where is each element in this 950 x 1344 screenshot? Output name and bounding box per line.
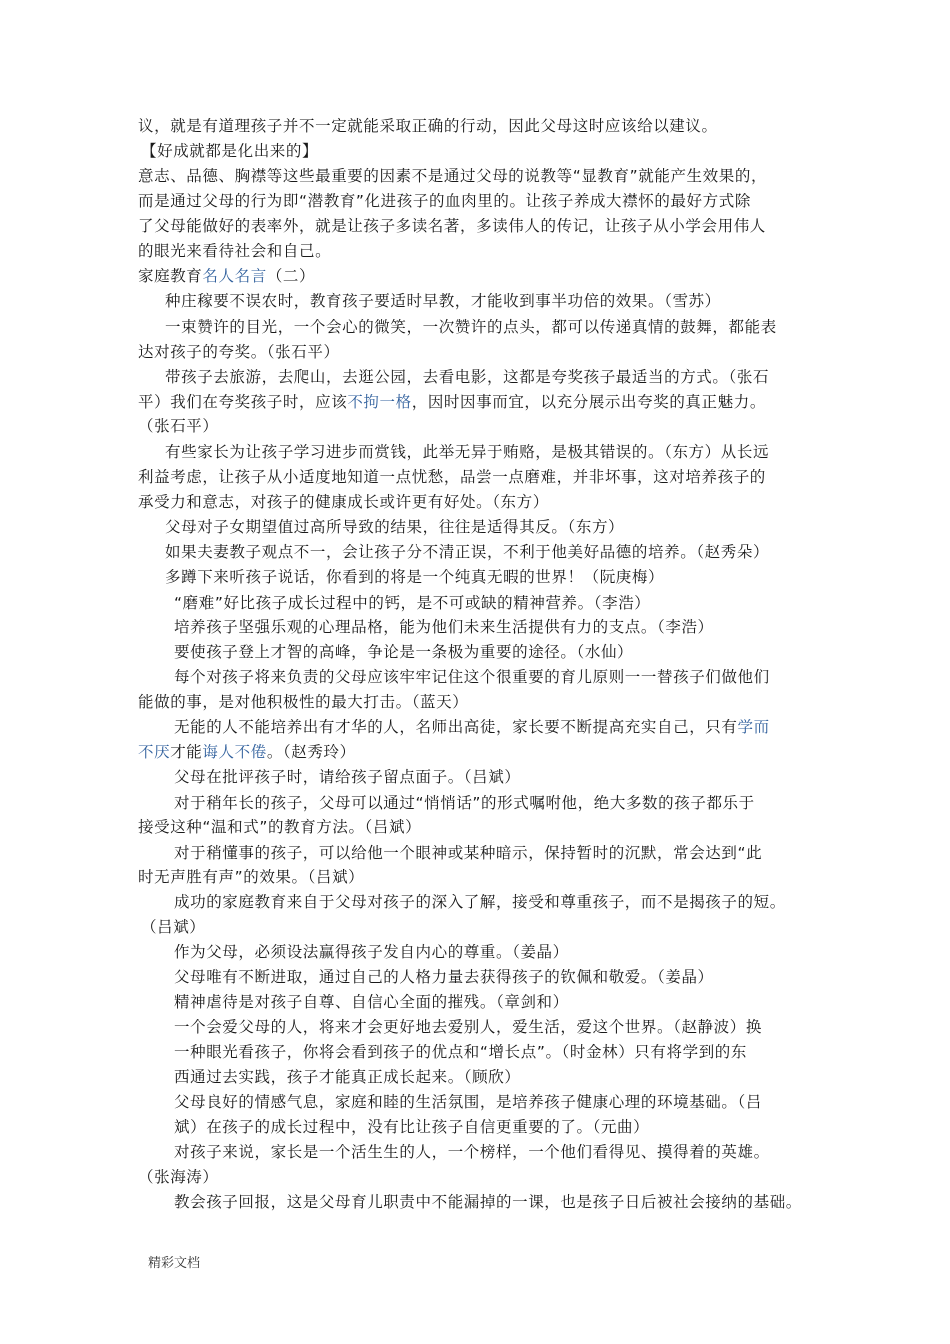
quote-line: 作为父母，必须设法赢得孩子发自内心的尊重。（姜晶） — [174, 943, 569, 961]
famous-quotes-link[interactable]: 名人名言 — [202, 267, 267, 285]
quote-line: 每个对孩子将来负责的父母应该牢牢记住这个很重要的育儿原则一一替孩子们做他们 — [174, 668, 770, 686]
quote-line: 要使孩子登上才智的高峰，争论是一条极为重要的途径。（水仙） — [174, 643, 634, 661]
quote-line: 一种眼光看孩子，你将会看到孩子的优点和“增长点”。（时金林）只有将学到的东 — [174, 1043, 748, 1061]
quote-line: 接受这种“温和式”的教育方法。（吕斌） — [138, 818, 422, 836]
quotes-title — [138, 266, 315, 286]
quote-line: 能做的事，是对他积极性的最大打击。（蓝天） — [138, 693, 469, 711]
idiom-link[interactable]: 诲人不倦 — [202, 743, 267, 761]
quotes-title-prefix: 家庭教育 — [138, 267, 203, 285]
body-line: 的眼光来看待社会和自己。 — [138, 242, 332, 260]
quote-line: 西通过去实践，孩子才能真正成长起来。（顾欣） — [174, 1068, 521, 1086]
idiom-link[interactable]: 不厌 — [138, 743, 171, 761]
body-line: 意志、品德、胸襟等这些最重要的因素不是通过父母的说教等“显教育”就能产生效果的， — [138, 167, 768, 185]
quote-text: 才能 — [170, 743, 203, 761]
quote-line: 如果夫妻教子观点不一，会让孩子分不清正误，不利于他美好品德的培养。（赵秀朵） — [165, 543, 770, 561]
quote-line: 多蹲下来听孩子说话，你看到的将是一个纯真无暇的世界！（阮庚梅） — [165, 568, 665, 586]
quote-line: 时无声胜有声”的效果。（吕斌） — [138, 868, 365, 886]
quote-line — [138, 392, 766, 412]
quote-line: （张石平） — [138, 417, 219, 435]
quote-line: 父母对子女期望值过高所导致的结果，往往是适得其反。（东方） — [165, 518, 625, 536]
quote-line: 一束赞许的目光，一个会心的微笑，一次赞许的点头，都可以传递真情的鼓舞，都能表 — [165, 318, 777, 336]
body-line: 了父母能做好的表率外，就是让孩子多读名著，多读伟人的传记，让孩子从小学会用伟人 — [138, 217, 766, 235]
quotes-title-suffix: （二） — [266, 267, 316, 285]
idiom-link[interactable]: 学而 — [737, 718, 770, 736]
section-heading: 【好成就都是化出来的】 — [141, 142, 319, 160]
quote-line: 有些家长为让孩子学习进步而赏钱，此举无异于贿赂，是极其错误的。（东方）从长远 — [165, 443, 770, 461]
quote-line: （吕斌） — [141, 918, 206, 936]
quote-line: 教会孩子回报，这是父母育儿职责中不能漏掉的一课，也是孩子日后被社会接纳的基础。 — [174, 1193, 802, 1211]
quote-line: 培养孩子坚强乐观的心理品格，能为他们未来生活提供有力的支点。（李浩） — [174, 618, 714, 636]
footer-label: 精彩文档 — [148, 1256, 201, 1271]
quote-line: 父母在批评孩子时，请给孩子留点面子。（吕斌） — [174, 768, 521, 786]
quote-line: 利益考虑，让孩子从小适度地知道一点忧愁，品尝一点磨难，并非坏事，这对培养孩子的 — [138, 468, 766, 486]
quote-line: 对孩子来说，家长是一个活生生的人，一个榜样，一个他们看得见、摸得着的英雄。 — [174, 1143, 770, 1161]
idiom-link[interactable]: 不拘一格 — [347, 393, 412, 411]
quote-line: 精神虐待是对孩子自尊、自信心全面的摧残。（章剑和） — [174, 993, 569, 1011]
quote-text: ，因时因事而宜，以充分展示出夸奖的真正魅力。 — [411, 393, 766, 411]
quote-line: 一个会爱父母的人，将来才会更好地去爱别人，爱生活，爱这个世界。（赵静波）换 — [174, 1018, 762, 1036]
quote-line: “磨难”好比孩子成长过程中的钙，是不可或缺的精神营养。（李浩） — [174, 594, 651, 612]
quote-text: 平）我们在夸奖孩子时，应该 — [138, 393, 348, 411]
quote-line: （张海涛） — [138, 1168, 219, 1186]
quote-line: 承受力和意志，对孩子的健康成长或许更有好处。（东方） — [138, 493, 549, 511]
quote-text: 无能的人不能培养出有才华的人，名师出高徒，家长要不断提高充实自己，只有 — [174, 718, 738, 736]
body-line: 而是通过父母的行为即“潜教育”化进孩子的血肉里的。让孩子养成大襟怀的最好方式除 — [138, 192, 751, 210]
quote-line: 对于稍年长的孩子，父母可以通过“悄悄话”的形式嘱咐他，绝大多数的孩子都乐于 — [174, 794, 755, 812]
quote-line: 成功的家庭教育来自于父母对孩子的深入了解，接受和尊重孩子，而不是揭孩子的短。 — [174, 893, 786, 911]
quote-line: 达对孩子的夸奖。（张石平） — [138, 343, 340, 361]
quote-line: 对于稍懂事的孩子，可以给他一个眼神或某种暗示，保持暂时的沉默，常会达到“此 — [174, 844, 763, 862]
quote-line: 带孩子去旅游，去爬山，去逛公园，去看电影，这都是夸奖孩子最适当的方式。（张石 — [165, 368, 770, 386]
quote-line — [138, 742, 356, 762]
quote-line — [174, 717, 770, 737]
quote-line: 父母唯有不断进取，通过自己的人格力量去获得孩子的钦佩和敬爱。（姜晶） — [174, 968, 714, 986]
quote-line: 父母良好的情感气息，家庭和睦的生活氛围，是培养孩子健康心理的环境基础。（吕 — [174, 1093, 762, 1111]
quote-line: 斌）在孩子的成长过程中，没有比让孩子自信更重要的了。（元曲） — [174, 1118, 650, 1136]
quote-text: 。（赵秀玲） — [266, 743, 356, 761]
quote-line: 种庄稼要不误农时，教育孩子要适时早教，才能收到事半功倍的效果。（雪苏） — [165, 292, 721, 310]
intro-line: 议，就是有道理孩子并不一定就能采取正确的行动，因此父母这时应该给以建议。 — [138, 117, 718, 135]
